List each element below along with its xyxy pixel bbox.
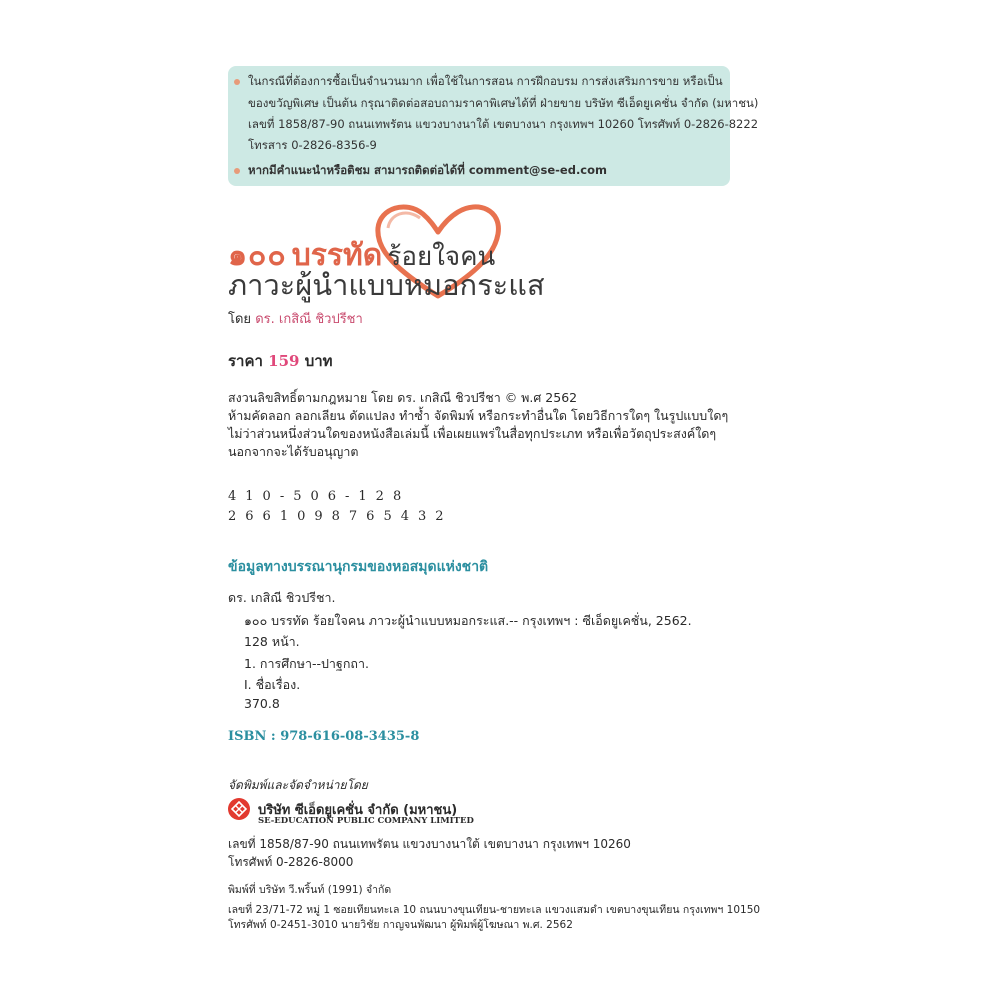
printer-line-1: พิมพ์ที่ บริษัท วี.พริ้นท์ (1991) จำกัด [228, 884, 392, 896]
publisher-address: เลขที่ 1858/87-90 ถนนเทพรัตน แขวงบางนาใต้ เขตบางนา กรุงเทพฯ 10260 [228, 837, 631, 851]
isbn: ISBN : 978-616-08-3435-8 [228, 729, 420, 744]
cip-pages: 128 หน้า. [244, 634, 300, 649]
publisher-name-en: SE-EDUCATION PUBLIC COMPANY LIMITED [258, 816, 474, 826]
bullet-dot-icon [234, 168, 240, 174]
price-label: ราคา [228, 352, 263, 370]
title-word: บรรทัด [291, 238, 383, 273]
code-line-2: 2661098765432 [228, 509, 453, 524]
copyright-line-2: ห้ามคัดลอก ลอกเลียน ดัดแปลง ทำซ้ำ จัดพิมพ์ หรือกระทำอื่นใด โดยวิธีการใดๆ ในรูปแบบใดๆ [228, 408, 729, 423]
copyright-line-4: นอกจากจะได้รับอนุญาต [228, 444, 359, 459]
notice-line-2: ของขวัญพิเศษ เป็นต้น กรุณาติดต่อสอบถามราคาพิเศษได้ที่ ฝ่ายขาย บริษัท ซีเอ็ดยูเคชั่น จำกัด (มหาชน) [248, 96, 759, 110]
price-unit: บาท [304, 352, 333, 370]
cip-series: I. ชื่อเรื่อง. [244, 677, 301, 692]
cip-classno: 370.8 [244, 696, 280, 711]
copyright-line-1: สงวนลิขสิทธิ์ตามกฎหมาย โดย ดร. เกสิณี ชิวปรีชา © พ.ศ 2562 [228, 390, 578, 405]
author-prefix: โดย [228, 312, 252, 327]
notice-line-4: โทรสาร 0-2826-8356-9 [248, 138, 377, 152]
price-line [228, 349, 333, 373]
bullet-dot-icon [234, 79, 240, 85]
cip-subject: 1. การศึกษา--ปาฐกถา. [244, 656, 369, 671]
copyright-line-3: ไม่ว่าส่วนหนึ่งส่วนใดของหนังสือเล่มนี้ เพื่อเผยแพร่ในสื่อทุกประเภท หรือเพื่อวัตถุประสงค์ใดๆ [228, 426, 717, 441]
publisher-phone: โทรศัพท์ 0-2826-8000 [228, 855, 354, 869]
cip-title: ๑๐๐ บรรทัด ร้อยใจคน ภาวะผู้นำแบบหมอกระแส.-- กรุงเทพฯ : ซีเอ็ดยูเคชั่น, 2562. [244, 613, 692, 628]
publisher-label: จัดพิมพ์และจัดจำหน่ายโดย [228, 778, 368, 792]
author-name: ดร. เกสิณี ชิวปรีชา [255, 312, 363, 327]
code-line-1: 410-506-128 [228, 489, 411, 504]
notice-line-1: ในกรณีที่ต้องการซื้อเป็นจำนวนมาก เพื่อใช้ในการสอน การฝึกอบรม การส่งเสริมการขาย หรือเป็น [248, 74, 723, 88]
notice-line-3: เลขที่ 1858/87-90 ถนนเทพรัตน แขวงบางนาใต้ เขตบางนา กรุงเทพฯ 10260 โทรศัพท์ 0-2826-8222 [248, 117, 759, 131]
printer-line-3: โทรศัพท์ 0-2451-3010 นายวิชัย กาญจนพัฒนา ผู้พิมพ์ผู้โฆษณา พ.ศ. 2562 [228, 919, 573, 931]
cip-heading: ข้อมูลทางบรรณานุกรมของหอสมุดแห่งชาติ [228, 559, 489, 575]
author-line [228, 308, 363, 329]
title-number: ๑๐๐ [228, 238, 287, 273]
publisher-name-th: บริษัท ซีเอ็ดยูเคชั่น จำกัด (มหาชน) [258, 803, 458, 818]
se-ed-logo-icon [228, 798, 250, 820]
cip-author: ดร. เกสิณี ชิวปรีชา. [228, 590, 336, 605]
book-title-line-2: ภาวะผู้นำแบบหมอกระแส [228, 268, 545, 302]
notice-contact: หากมีคำแนะนำหรือติชม สามารถติดต่อได้ที่ comment@se-ed.com [248, 163, 608, 177]
printer-line-2: เลขที่ 23/71-72 หมู่ 1 ซอยเทียนทะเล 10 ถนนบางขุนเทียน-ชายทะเล แขวงแสมดำ เขตบางขุนเทียน กรุงเทพฯ 10150 [228, 904, 761, 916]
title-heart-text: ร้อยใจคน [387, 242, 496, 272]
price-value: 159 [268, 352, 300, 370]
